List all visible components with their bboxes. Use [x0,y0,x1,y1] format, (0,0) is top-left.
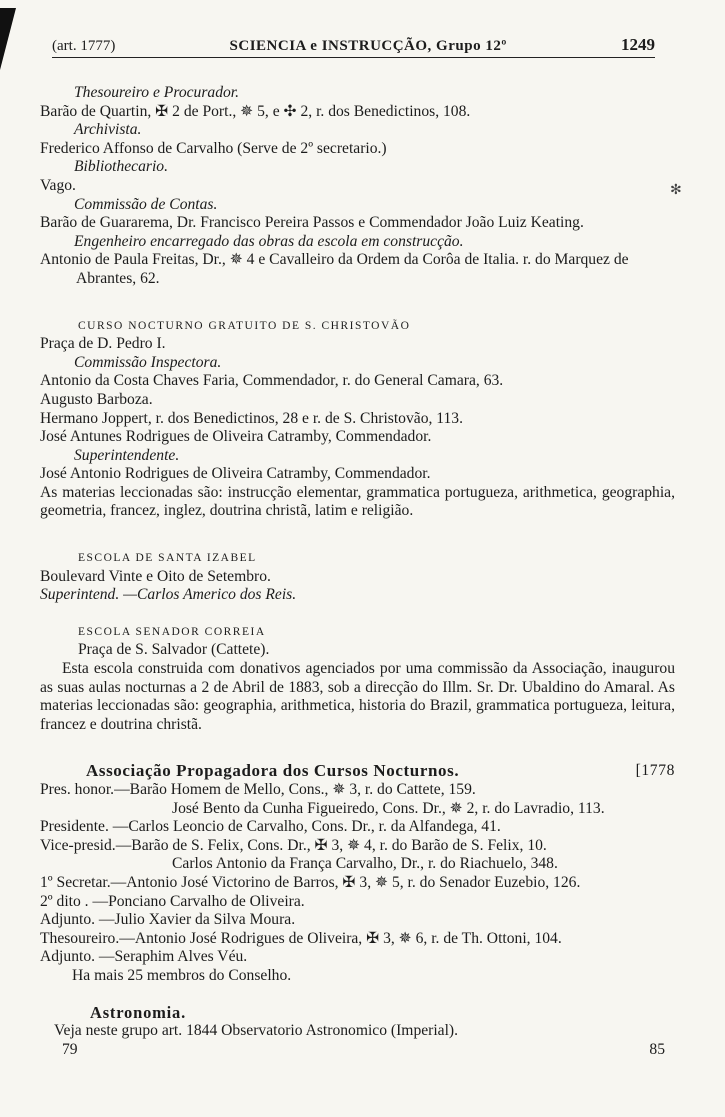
entry-paragraph: Antonio de Paula Freitas, Dr., ✵ 4 e Cavalleiro da Ordem da Corôa de Italia. r. do Marquez de Abrantes, 62. [40,251,629,287]
running-header [52,33,655,58]
entry-line: Praça de D. Pedro I. [40,335,166,353]
entry-line: José Antonio Rodrigues de Oliveira Catramby, Commendador. [40,465,431,483]
association-heading [40,762,675,781]
entry-line: Vago. [40,176,76,194]
entry-line: Barão de Quartin, ✠ 2 de Port., ✵ 5, e ✣ 2, r. dos Benedictinos, 108. [40,102,471,120]
article-ref: (art. 1777) [52,38,116,54]
entry-line: Thesoureiro.—Antonio José Rodrigues de Oliveira, ✠ 3, ✵ 6, r. de Th. Ottoni, 104. [40,929,562,947]
entry-paragraph: As materias leccionadas são: instrucção elementar, grammatica portugueza, arithmetica, geographia, geometria, francez, inglez, doutrina christã, latim e religião. [40,483,675,520]
section-heading: ESCOLA SENADOR CORREIA [78,625,266,638]
entry-line: Adjunto. —Julio Xavier da Silva Moura. [40,911,296,929]
entry-line: Veja neste grupo art. 1844 Observatorio Astronomico (Imperial). [54,1022,459,1040]
section-heading: ESCOLA DE SANTA IZABEL [78,552,257,565]
entry-line: Carlos Antonio da França Carvalho, Dr., r. do Riachuelo, 348. [172,855,558,873]
article-number: [1778 [635,762,675,780]
footer-number-left: 79 [62,1040,78,1058]
entry-line: Augusto Barboza. [40,390,153,408]
heading-commissao-inspectora: Commissão Inspectora. [74,353,222,371]
entry-line: Antonio da Costa Chaves Faria, Commendador, r. do General Camara, 63. [40,372,504,390]
section-heading: CURSO NOCTURNO GRATUITO DE S. CHRISTOVÃO [78,319,411,332]
page-footer [40,1041,675,1060]
entry-line: Praça de S. Salvador (Cattete). [78,641,270,659]
heading-bibliothecario: Bibliothecario. [74,158,168,176]
heading-thesoureiro: Thesoureiro e Procurador. [74,84,240,101]
page-body [40,84,675,1059]
corner-mark [0,8,16,70]
entry-paragraph: Esta escola construida com donativos agenciados por uma commissão da Associação, inaugurou as suas aulas nocturnas a 2 de Abril de 1883, sob a direcção do Illm. Sr. Dr. Ubaldino do Amaral. As materias leccionadas são: geographia, arithmetica, historia do Brazil, grammatica portugueza, leitura, francez e doutrina christã. [40,660,675,733]
entry-line: Hermano Joppert, r. dos Benedictinos, 28 e r. de S. Christovão, 113. [40,409,463,427]
heading-commissao-contas: Commissão de Contas. [74,195,218,213]
entry-line: Presidente. —Carlos Leoncio de Carvalho, Cons. Dr., r. da Alfandega, 41. [40,818,501,836]
entry-line: Boulevard Vinte e Oito de Setembro. [40,567,271,585]
heading-engenheiro: Engenheiro encarregado das obras da escola em construcção. [74,232,464,250]
section-title: SCIENCIA e INSTRUCÇÃO, Grupo 12º [229,38,507,54]
entry-line: 1º Secretar.—Antonio José Victorino de Barros, ✠ 3, ✵ 5, r. do Senador Euzebio, 126. [40,873,581,891]
entry-line: Adjunto. —Seraphim Alves Véu. [40,948,248,966]
heading-superintendente: Superintendente. [74,446,180,464]
page-number: 1249 [621,35,655,54]
entry-line: Superintend. —Carlos Americo dos Reis. [40,586,297,604]
ink-blot-icon: ✻ [670,183,682,198]
entry-line: Ha mais 25 membros do Conselho. [72,966,292,984]
footer-number-right: 85 [649,1040,665,1058]
entry-line: Barão de Guararema, Dr. Francisco Pereira Passos e Commendador João Luiz Keating. [40,214,584,232]
entry-line: José Bento da Cunha Figueiredo, Cons. Dr., ✵ 2, r. do Lavradio, 113. [172,799,605,817]
association-title: Associação Propagadora dos Cursos Nocturnos. [86,761,460,781]
entry-line: Frederico Affonso de Carvalho (Serve de 2º secretario.) [40,139,387,157]
astronomia-heading: Astronomia. [90,1002,187,1022]
heading-archivista: Archivista. [74,121,142,139]
entry-line: José Antunes Rodrigues de Oliveira Catramby, Commendador. [40,428,432,446]
entry-line: 2º dito . —Ponciano Carvalho de Oliveira. [40,892,305,910]
entry-line: Pres. honor.—Barão Homem de Mello, Cons., ✵ 3, r. do Cattete, 159. [40,781,476,798]
entry-line: Vice-presid.—Barão de S. Felix, Cons. Dr., ✠ 3, ✵ 4, r. do Barão de S. Felix, 10. [40,836,547,854]
